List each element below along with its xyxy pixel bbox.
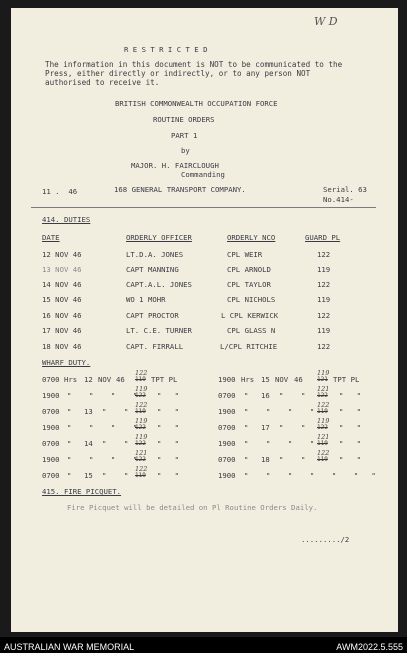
order-date: 11 . 46 xyxy=(42,187,78,196)
divider-line xyxy=(31,207,376,208)
ditto-marks: " " xyxy=(102,407,129,416)
amended-platoon: 122 xyxy=(317,401,330,409)
wharf-month: NOV xyxy=(275,375,289,384)
orderly-nco: CPL NICHOLS xyxy=(227,295,276,304)
duty-date: 15 NOV 46 xyxy=(42,295,82,304)
ditto-marks: " xyxy=(244,423,249,432)
column-header-date: DATE xyxy=(42,233,60,242)
amended-platoon: 121 xyxy=(317,433,330,441)
orderly-nco: CPL WEIR xyxy=(227,250,263,259)
guard-pl: 122 xyxy=(317,280,331,289)
wharf-unit: TPT PL xyxy=(151,375,178,384)
serial-number: Serial. 63 xyxy=(323,185,367,194)
column-header-orderly-officer: ORDERLY OFFICER xyxy=(126,233,192,242)
wharf-duty-title: WHARF DUTY. xyxy=(42,358,91,367)
duty-date: 12 NOV 46 xyxy=(42,250,82,259)
orderly-nco: CPL GLASS N xyxy=(227,326,276,335)
orderly-officer: CAPT MANNING xyxy=(126,265,179,274)
ditto-marks: " " " " xyxy=(67,423,138,432)
document-page xyxy=(11,8,398,632)
orderly-nco: L CPL KERWICK xyxy=(221,311,279,320)
struck-platoon: 119 xyxy=(317,407,328,415)
guard-pl: 122 xyxy=(317,342,331,351)
ditto-marks: " " xyxy=(279,423,306,432)
platoon-amendment xyxy=(317,370,329,383)
amended-platoon: 122 xyxy=(135,369,148,377)
orderly-officer: CAPT PROCTOR xyxy=(126,311,179,320)
ditto-marks: " " xyxy=(102,471,129,480)
platoon-amendment xyxy=(135,386,147,399)
guard-pl: 119 xyxy=(317,265,331,274)
platoon-amendment xyxy=(317,434,329,447)
orderly-officer: CAPT.A.L. JONES xyxy=(126,280,192,289)
platoon-amendment xyxy=(135,466,147,479)
wharf-time: 0700 xyxy=(218,391,236,400)
duty-date: 18 NOV 46 xyxy=(42,342,82,351)
ditto-marks: " xyxy=(67,471,72,480)
wharf-year: 46 xyxy=(294,375,303,384)
amended-platoon: 119 xyxy=(135,433,148,441)
amended-platoon: 119 xyxy=(317,417,330,425)
platoon-amendment xyxy=(317,450,329,463)
ditto-marks: " xyxy=(67,439,72,448)
force-title: BRITISH COMMONWEALTH OCCUPATION FORCE xyxy=(115,99,278,108)
archive-source: AUSTRALIAN WAR MEMORIAL xyxy=(4,642,135,652)
duty-date: 13 NOV 46 xyxy=(42,265,82,274)
struck-platoon: 119 xyxy=(317,455,328,463)
platoon-amendment xyxy=(135,370,147,383)
ditto-marks: " xyxy=(67,407,72,416)
wharf-day: 12 xyxy=(84,375,93,384)
ditto-marks: " " xyxy=(339,423,361,432)
wharf-year: 46 xyxy=(116,375,125,384)
wharf-time: 0700 xyxy=(218,455,236,464)
ditto-marks: " xyxy=(244,455,249,464)
ditto-marks: " " xyxy=(279,391,306,400)
column-header-orderly-nco: ORDERLY NCO xyxy=(227,233,276,242)
by-label: by xyxy=(181,146,190,155)
wharf-day: 15 xyxy=(84,471,93,480)
wharf-time: 1900 xyxy=(42,391,60,400)
ditto-marks: " " " " xyxy=(244,439,315,448)
ditto-marks: " " xyxy=(157,439,179,448)
ditto-marks: " " xyxy=(279,455,306,464)
ditto-marks: " " xyxy=(339,391,361,400)
platoon-amendment xyxy=(135,434,147,447)
platoon-amendment xyxy=(317,402,329,415)
wharf-time: 0700 xyxy=(42,439,60,448)
corner-handwritten-mark: W D xyxy=(314,15,338,28)
wharf-time: 0700 xyxy=(42,471,60,480)
amended-platoon: 121 xyxy=(135,449,148,457)
notice-line-3: authorised to receive it. xyxy=(45,78,160,87)
amended-platoon: 119 xyxy=(317,369,330,377)
platoon-amendment xyxy=(135,402,147,415)
ditto-marks: " " xyxy=(157,407,179,416)
ditto-marks: " " " " " " " xyxy=(244,471,376,480)
wharf-time: 1900 xyxy=(42,423,60,432)
archive-footer xyxy=(0,637,407,653)
duty-date: 14 NOV 46 xyxy=(42,280,82,289)
guard-pl: 119 xyxy=(317,295,331,304)
guard-pl: 122 xyxy=(317,250,331,259)
order-number: No.414- xyxy=(323,195,354,204)
struck-platoon: 119 xyxy=(135,407,146,415)
orderly-nco: CPL ARNOLD xyxy=(227,265,271,274)
ditto-marks: " " " " xyxy=(67,391,138,400)
ditto-marks: " xyxy=(244,391,249,400)
guard-pl: 119 xyxy=(317,326,331,335)
commanding-officer-name: MAJOR. H. FAIRCLOUGH xyxy=(131,161,219,170)
ditto-marks: " " xyxy=(339,455,361,464)
notice-line-2: Press, either directly or indirectly, or to any person NOT xyxy=(45,69,311,78)
platoon-amendment xyxy=(317,386,329,399)
ditto-marks: " " xyxy=(157,423,179,432)
wharf-day: 16 xyxy=(261,391,270,400)
wharf-time: 0700 xyxy=(42,375,60,384)
platoon-amendment xyxy=(135,450,147,463)
ditto-marks: " " xyxy=(339,439,361,448)
part-label: PART 1 xyxy=(171,131,198,140)
wharf-time: 1900 xyxy=(42,455,60,464)
fire-picquet-title: 415. FIRE PICQUET. xyxy=(42,487,122,496)
amended-platoon: 119 xyxy=(135,417,148,425)
wharf-time: 1900 xyxy=(218,471,236,480)
wharf-time: 1900 xyxy=(218,375,236,384)
struck-platoon: 119 xyxy=(135,375,146,383)
ditto-marks: " " xyxy=(339,407,361,416)
orderly-officer: LT. C.E. TURNER xyxy=(126,326,192,335)
orderly-officer: LT.D.A. JONES xyxy=(126,250,184,259)
wharf-time: 0700 xyxy=(218,423,236,432)
ditto-marks: " " xyxy=(157,455,179,464)
routine-orders-title: ROUTINE ORDERS xyxy=(153,115,215,124)
struck-platoon: 119 xyxy=(317,439,328,447)
ditto-marks: " " xyxy=(102,439,129,448)
wharf-day: 18 xyxy=(261,455,270,464)
orderly-officer: CAPT. FIRRALL xyxy=(126,342,184,351)
ditto-marks: " " " " xyxy=(244,407,315,416)
wharf-day: 15 xyxy=(261,375,270,384)
wharf-hrs-label: Hrs xyxy=(241,375,255,384)
orderly-officer: WO 1 MOHR xyxy=(126,295,166,304)
guard-pl: 122 xyxy=(317,311,331,320)
wharf-hrs-label: Hrs xyxy=(64,375,78,384)
struck-platoon: 122 xyxy=(135,439,146,447)
duties-section-title: 414. DUTIES xyxy=(42,215,91,224)
struck-platoon: 122 xyxy=(135,423,146,431)
ditto-marks: " " " " xyxy=(67,455,138,464)
wharf-time: 0700 xyxy=(42,407,60,416)
wharf-unit: TPT PL xyxy=(333,375,360,384)
wharf-day: 14 xyxy=(84,439,93,448)
fire-picquet-text: Fire Picquet will be detailed on Pl Routine Orders Daily. xyxy=(67,503,318,512)
struck-platoon: 122 xyxy=(135,455,146,463)
ditto-marks: " " xyxy=(157,391,179,400)
wharf-day: 17 xyxy=(261,423,270,432)
struck-platoon: 122 xyxy=(317,423,328,431)
continuation-mark: ........./2 xyxy=(301,535,350,544)
wharf-month: NOV xyxy=(98,375,112,384)
wharf-time: 1900 xyxy=(218,407,236,416)
struck-platoon: 122 xyxy=(135,391,146,399)
notice-line-1: The information in this document is NOT to be communicated to the xyxy=(45,60,343,69)
amended-platoon: 121 xyxy=(317,385,330,393)
duty-date: 16 NOV 46 xyxy=(42,311,82,320)
orderly-nco: CPL TAYLOR xyxy=(227,280,271,289)
struck-platoon: 121 xyxy=(317,375,328,383)
struck-platoon: 122 xyxy=(317,391,328,399)
commanding-label: Commanding xyxy=(181,170,225,179)
column-header-guard-pl: GUARD PL xyxy=(305,233,341,242)
struck-platoon: 119 xyxy=(135,471,146,479)
ditto-marks: " " xyxy=(157,471,179,480)
platoon-amendment xyxy=(317,418,329,431)
duty-date: 17 NOV 46 xyxy=(42,326,82,335)
archive-reference: AWM2022.5.555 xyxy=(336,642,403,652)
amended-platoon: 122 xyxy=(317,449,330,457)
classification-heading: R E S T R I C T E D xyxy=(124,45,208,54)
wharf-time: 1900 xyxy=(218,439,236,448)
orderly-nco: L/CPL RITCHIE xyxy=(220,342,278,351)
amended-platoon: 122 xyxy=(135,465,148,473)
unit-name: 168 GENERAL TRANSPORT COMPANY. xyxy=(114,185,246,194)
wharf-day: 13 xyxy=(84,407,93,416)
amended-platoon: 122 xyxy=(135,401,148,409)
amended-platoon: 119 xyxy=(135,385,148,393)
platoon-amendment xyxy=(135,418,147,431)
